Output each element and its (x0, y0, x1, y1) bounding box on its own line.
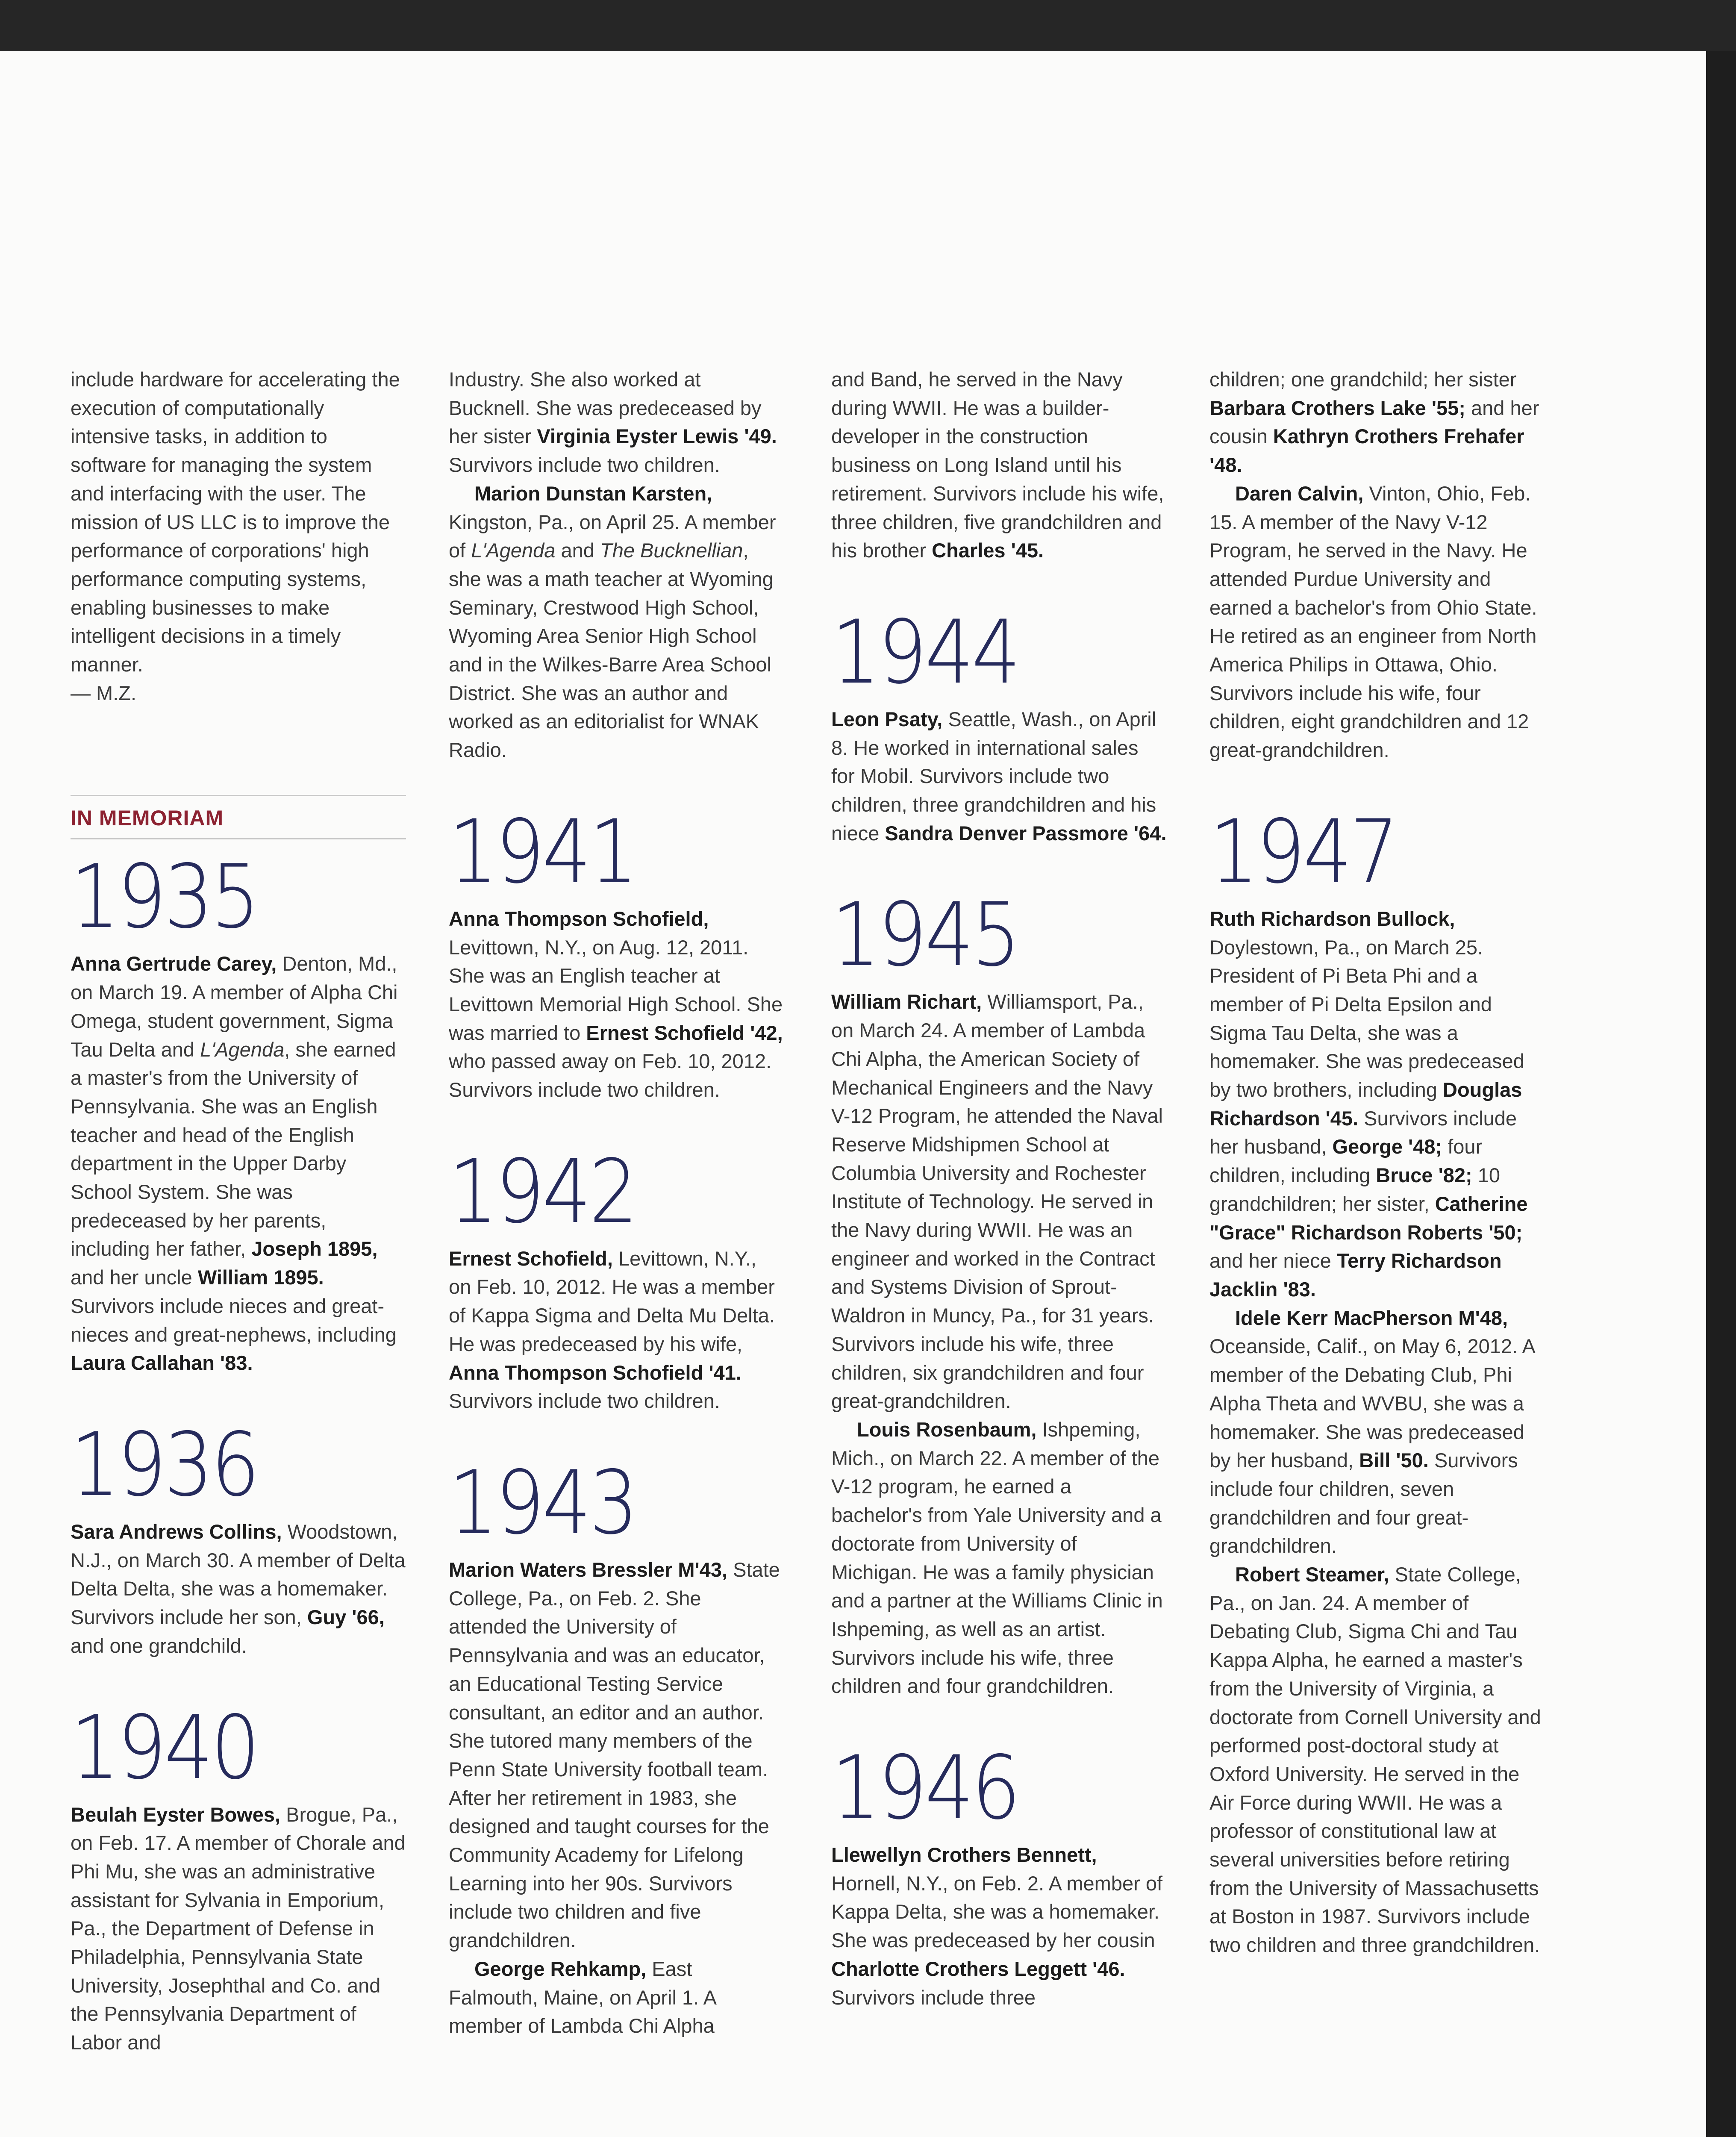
column-3 (831, 365, 1167, 2012)
obituary-text: Survivors include two children. (449, 453, 720, 477)
year-heading-1940: 1940 (71, 1697, 258, 1799)
obituary-text: Hornell, N.Y., on Feb. 2. A member of Kappa Delta, she was a homemaker. She was predeceased by her cousin (831, 1872, 1163, 1952)
obituary-text: Industry. She also worked at Bucknell. She was predeceased by her sister (449, 368, 762, 448)
obituary-carey (71, 950, 406, 1378)
year-heading-1947: 1947 (1209, 801, 1397, 903)
obituary-text: Levittown, N.Y., on Feb. 10, 2012. He was a member of Kappa Sigma and Delta Mu Delta. He was predeceased by his wife, (449, 1247, 775, 1355)
obituary-bennett (831, 1841, 1167, 2012)
publication-title: L'Agenda (200, 1038, 285, 1061)
obituary-text: Doylestown, Pa., on March 25. President of Pi Beta Phi and a member of Pi Delta Epsilon and Sigma Tau Delta, she was a homemaker. She was predeceased by two brothers, including (1209, 936, 1524, 1101)
obituary-text: Survivors include two children. (449, 1389, 720, 1413)
column-2 (449, 365, 784, 2040)
relative-name: Virginia Eyster Lewis '49. (537, 425, 777, 448)
obituary-richart (831, 988, 1167, 1416)
relative-name: Ernest Schofield '42, (586, 1021, 783, 1044)
relative-name: Laura Callahan '83. (71, 1351, 253, 1375)
obituary-text: and her uncle (71, 1266, 198, 1289)
obituary-name: Ernest Schofield, (449, 1247, 613, 1270)
obituary-schofield-anna (449, 905, 784, 1104)
obituary-name: Leon Psaty, (831, 707, 943, 730)
obituary-text: Williamsport, Pa., on March 24. A member of Lambda Chi Alpha, the American Society of Mechanical Engineers and the Navy V-12 Program, he attended the Naval Reserve Midshipmen School at Columbia University and Rochester Institute of Technology. He served in the Navy during WWII. He was an engineer and worked in the Contract and Systems Division of Sprout-Waldron in Muncy, Pa., for 31 years. Survivors include his wife, three children, six grandchildren and four great-grandchildren. (831, 990, 1163, 1413)
obituary-name: Marion Waters Bressler M'43, (449, 1558, 728, 1581)
obituary-name: Daren Calvin, (1235, 482, 1364, 505)
relative-name: Barbara Crothers Lake '55; (1209, 396, 1465, 419)
publication-title: L'Agenda (471, 539, 556, 562)
obituary-name: Anna Thompson Schofield, (449, 907, 709, 930)
relative-name: Catherine "Grace" Richardson Roberts '50; (1209, 1192, 1528, 1244)
obituary-text: Denton, Md., on March 19. A member of Alpha Chi Omega, student government, Sigma Tau Delta and (71, 952, 398, 1061)
obituary-text: Survivors include four children, seven grandchildren and four great-grandchildren. (1209, 1449, 1518, 1557)
obituary-text: and her niece (1209, 1249, 1337, 1272)
year-heading-1945: 1945 (831, 884, 1018, 986)
obituary-text: and her cousin (1209, 396, 1539, 448)
obituary-text: Kingston, Pa., on April 25. A member of (449, 510, 776, 562)
obituary-text: and (555, 539, 600, 562)
obituary-psaty (831, 705, 1167, 848)
obituary-name: Ruth Richardson Bullock, (1209, 907, 1455, 930)
obituary-text: Survivors include nieces and great-nieces and great-nephews, including (71, 1294, 397, 1346)
obituary-name: Idele Kerr MacPherson M'48, (1235, 1306, 1508, 1329)
obituary-text: 10 grandchildren; her sister, (1209, 1164, 1501, 1215)
intro-text: include hardware for accelerating the execution of computationally intensive tasks, in addition to software for managing the system and interfacing with the user. The mission of US LLC is to improve the performance of corporations' high performance computing systems, enabling businesses to make intelligent decisions in a timely manner. (71, 368, 400, 676)
scan-border-right (1706, 51, 1736, 2137)
year-heading-1943: 1943 (449, 1452, 636, 1554)
obituary-text: East Falmouth, Maine, on April 1. A member of Lambda Chi Alpha (449, 1957, 716, 2037)
relative-name: William 1895. (197, 1266, 324, 1289)
obituary-steamer (1209, 1560, 1545, 1960)
obituary-text: State College, Pa., on Jan. 24. A member of Debating Club, Sigma Chi and Tau Kappa Alpha, he earned a master's from the University of Virginia, a doctorate from Cornell University and performed post-doctoral study at Oxford University. He served in the Air Force during WWII. He was a professor of constitutional law at several universities before retiring from the University of Massachusetts at Boston in 1987. Survivors include two children and three grandchildren. (1209, 1563, 1541, 1957)
obituary-text: Survivors include her husband, (1209, 1107, 1517, 1158)
relative-name: Anna Thompson Schofield '41. (449, 1361, 741, 1384)
obituary-macpherson (1209, 1304, 1545, 1560)
scan-border-top (0, 0, 1736, 51)
relative-name: Douglas Richardson '45. (1209, 1078, 1522, 1130)
obituary-text: and Band, he served in the Navy during WWII. He was a builder-developer in the construction business on Long Island until his retirement. Survivors include his wife, three children, five grandchildren and his brother (831, 368, 1164, 562)
obituary-text: and one grandchild. (71, 1634, 247, 1657)
year-heading-1942: 1942 (449, 1141, 636, 1243)
obituary-text: who passed away on Feb. 10, 2012. Survivors include two children. (449, 1050, 772, 1101)
obituary-text: Brogue, Pa., on Feb. 17. A member of Chorale and Phi Mu, she was an administrative assistant for Sylvania in Emporium, Pa., the Department of Defense in Philadelphia, Pennsylvania State University, Josephthal and Co. and the Pennsylvania Department of Labor and (71, 1803, 406, 2054)
obituary-bressler (449, 1556, 784, 1955)
obituary-text: children; one grandchild; her sister (1209, 368, 1517, 391)
relative-name: Bill '50. (1359, 1449, 1429, 1472)
relative-name: Kathryn Crothers Frehafer '48. (1209, 425, 1524, 477)
section-heading: IN MEMORIAM (71, 796, 406, 839)
year-heading-1944: 1944 (831, 601, 1018, 704)
obituary-name: William Richart, (831, 990, 982, 1013)
obituary-text: , she was a math teacher at Wyoming Seminary, Crestwood High School, Wyoming Area Senior High School and in the Wilkes-Barre Area School District. She was an author and worked as an editorialist for WNAK Radio. (449, 539, 774, 762)
relative-name: Charles '45. (932, 539, 1044, 562)
obituary-name: Llewellyn Crothers Bennett, (831, 1843, 1097, 1866)
obituary-collins (71, 1518, 406, 1660)
column-1 (71, 365, 406, 2057)
publication-title: The Bucknellian (600, 539, 743, 562)
obituary-calvin (1209, 480, 1545, 765)
relative-name: Terry Richardson Jacklin '83. (1209, 1249, 1502, 1301)
obituary-text: State College, Pa., on Feb. 2. She attended the University of Pennsylvania and was an educator, an Educational Testing Service consultant, an editor and an author. She tutored many members of the Penn State University football team. After her retirement in 1983, she designed and taught courses for the Community Academy for Lifelong Learning into her 90s. Survivors include two children and five grandchildren. (449, 1558, 780, 1952)
obituary-bowes-continued (449, 365, 784, 480)
year-heading-1941: 1941 (449, 801, 636, 903)
obituary-text: Oceanside, Calif., on May 6, 2012. A member of the Debating Club, Phi Alpha Theta and WVBU, she was a homemaker. She was predeceased by her husband, (1209, 1335, 1535, 1472)
year-heading-1936: 1936 (71, 1414, 258, 1516)
column-4 (1209, 365, 1545, 1960)
obituary-name: Beulah Eyster Bowes, (71, 1803, 281, 1826)
author-initials: — M.Z. (71, 681, 137, 704)
obituary-rehkamp (449, 1955, 784, 2040)
relative-name: George '48; (1332, 1135, 1442, 1158)
relative-name: Bruce '82; (1376, 1164, 1472, 1187)
obituary-text: Levittown, N.Y., on Aug. 12, 2011. She was an English teacher at Levittown Memorial High School. She was married to (449, 936, 783, 1044)
obituary-schofield-ernest (449, 1245, 784, 1416)
year-heading-1946: 1946 (831, 1737, 1018, 1840)
relative-name: Guy '66, (307, 1606, 385, 1629)
intro-paragraph (71, 365, 406, 707)
obituary-bennett-continued (1209, 365, 1545, 480)
obituary-bullock (1209, 905, 1545, 1304)
obituary-text: , she earned a master's from the University of Pennsylvania. She was an English teacher and head of the English department in the Upper Darby School System. She was predeceased by her parents, including her father, (71, 1038, 396, 1260)
obituary-text: Ishpeming, Mich., on March 22. A member of the V-12 program, he earned a bachelor's from Yale University and a doctorate from University of Michigan. He was a family physician and a partner at the Williams Clinic in Ishpeming, as well as an artist. Survivors include his wife, three children and four grandchildren. (831, 1418, 1163, 1698)
obituary-name: George Rehkamp, (474, 1957, 647, 1980)
obituary-text: Survivors include three (831, 1986, 1036, 2009)
obituary-text: Vinton, Ohio, Feb. 15. A member of the Navy V-12 Program, he served in the Navy. He attended Purdue University and earned a bachelor's from Ohio State. He retired as an engineer from North America Philips in Ottawa, Ohio. Survivors include his wife, four children, eight grandchildren and 12 great-grandchildren. (1209, 482, 1537, 762)
obituary-text: four children, including (1209, 1135, 1483, 1187)
relative-name: Charlotte Crothers Leggett '46. (831, 1957, 1125, 1980)
obituary-name: Robert Steamer, (1235, 1563, 1389, 1586)
obituary-text: Woodstown, N.J., on March 30. A member of Delta Delta Delta, she was a homemaker. Survivors include her son, (71, 1520, 406, 1629)
obituary-name: Anna Gertrude Carey, (71, 952, 277, 975)
obituary-name: Sara Andrews Collins, (71, 1520, 282, 1543)
relative-name: Sandra Denver Passmore '64. (885, 821, 1167, 845)
obituary-rehkamp-continued (831, 365, 1167, 565)
year-heading-1935: 1935 (71, 846, 258, 948)
obituary-karsten (449, 480, 784, 765)
obituary-name: Louis Rosenbaum, (857, 1418, 1037, 1441)
obituary-name: Marion Dunstan Karsten, (474, 482, 712, 505)
relative-name: Joseph 1895, (251, 1237, 378, 1260)
obituary-bowes (71, 1801, 406, 2057)
obituary-text: Seattle, Wash., on April 8. He worked in international sales for Mobil. Survivors include two children, three grandchildren and his niece (831, 707, 1156, 845)
obituary-rosenbaum (831, 1416, 1167, 1701)
